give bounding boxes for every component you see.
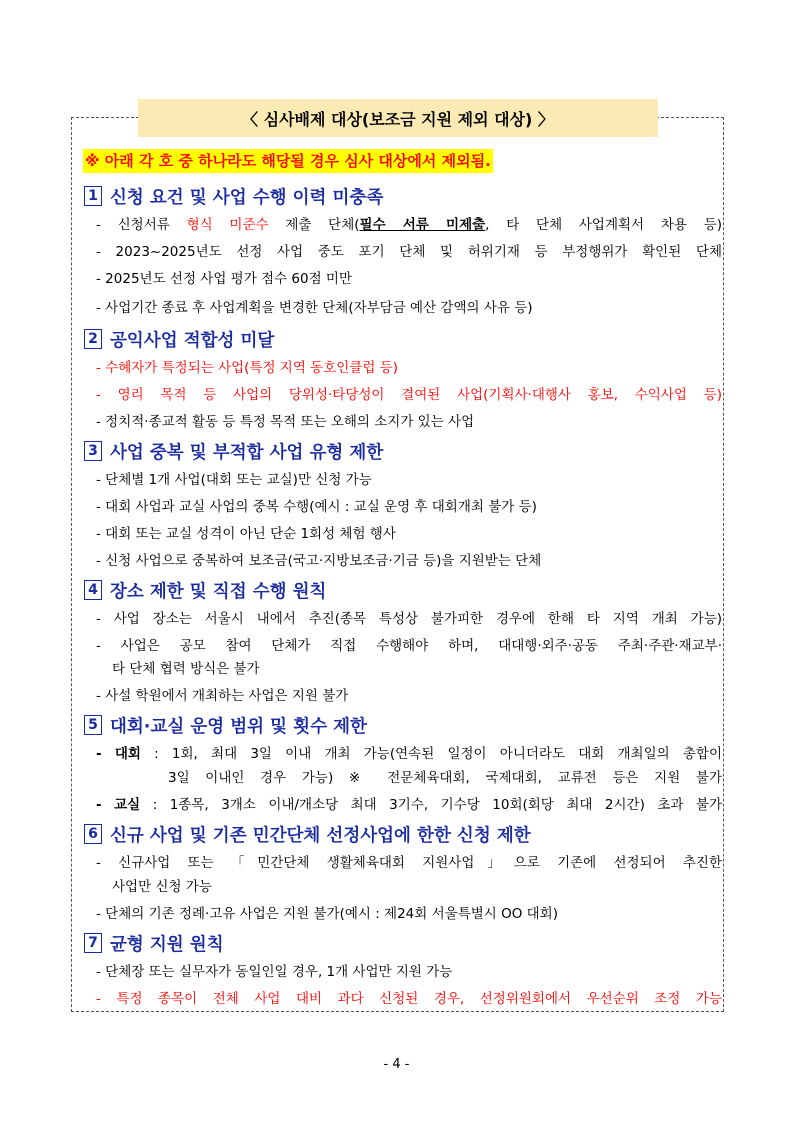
list-item: - 대회 또는 교실 성격이 아닌 단순 1회성 체험 행사 bbox=[96, 526, 396, 542]
section-3-heading bbox=[84, 439, 383, 463]
list-item: - 교실 : 1종목, 3개소 이내/개소당 최대 3기수, 기수당 10회(회당 최대 2시간) 초과 불가 bbox=[96, 797, 722, 813]
section-number: 1 bbox=[84, 186, 102, 206]
section-7-heading bbox=[84, 931, 224, 955]
list-item: - 단체의 기존 정례·고유 사업은 지원 불가(예시 : 제24회 서울특별시 OO 대회) bbox=[96, 906, 558, 922]
list-item: - 사업은 공모 참여 단체가 직접 수행해야 하며, 대대행·외주·공동 주최·주관·재교부· bbox=[96, 638, 723, 654]
list-item-continuation: 3일 이내인 경우 가능) ※ 전문체육대회, 국제대회, 교류전 등은 지원 불가 bbox=[168, 770, 722, 786]
list-item: - 2023~2025년도 선정 사업 중도 포기 단체 및 허위기재 등 부정행위가 확인된 단체 bbox=[96, 244, 722, 260]
list-item: - 대회 사업과 교실 사업의 중복 수행(예시 : 교실 운영 후 대회개최 불가 등) bbox=[96, 499, 537, 515]
page-title: 〈 심사배제 대상(보조금 지원 제외 대상) 〉 bbox=[138, 99, 658, 137]
list-item: - 정치적·종교적 활동 등 특정 목적 또는 오해의 소지가 있는 사업 bbox=[96, 414, 475, 430]
section-title: 공익사업 적합성 미달 bbox=[110, 330, 275, 351]
list-item: - 단체장 또는 실무자가 동일인일 경우, 1개 사업만 지원 가능 bbox=[96, 964, 453, 980]
section-6-heading bbox=[84, 822, 531, 846]
section-number: 5 bbox=[84, 715, 102, 735]
list-item: - 사업 장소는 서울시 내에서 추진(종목 특성상 불가피한 경우에 한해 타 지역 개최 가능) bbox=[96, 611, 723, 627]
list-item-continuation: 타 단체 협력 방식은 불가 bbox=[112, 661, 260, 677]
list-item: - 신청서류 형식 미준수 제출 단체(필수 서류 미제출, 타 단체 사업계획서 차용 등) bbox=[96, 217, 723, 233]
list-item: - 신규사업 또는 「민간단체 생활체육대회 지원사업」으로 기존에 선정되어 추진한 bbox=[96, 855, 722, 871]
section-title: 사업 중복 및 부적합 사업 유형 제한 bbox=[110, 442, 384, 463]
section-title: 균형 지원 원칙 bbox=[110, 934, 224, 955]
section-number: 6 bbox=[84, 824, 102, 844]
section-title: 신규 사업 및 기존 민간단체 선정사업에 한한 신청 제한 bbox=[110, 825, 531, 846]
section-title: 장소 제한 및 직접 수행 원칙 bbox=[110, 581, 327, 602]
section-number: 2 bbox=[84, 329, 102, 349]
section-number: 3 bbox=[84, 441, 102, 461]
list-item: - 대회 : 1회, 최대 3일 이내 개최 가능(연속된 일정이 아니더라도 대회 개최일의 총합이 bbox=[96, 746, 722, 762]
list-item: - 2025년도 선정 사업 평가 점수 60점 미만 bbox=[96, 271, 352, 287]
list-item: - 신청 사업으로 중복하여 보조금(국고·지방보조금·기금 등)을 지원받는 단체 bbox=[96, 553, 542, 569]
list-item: - 단체별 1개 사업(대회 또는 교실)만 신청 가능 bbox=[96, 472, 372, 488]
section-4-heading bbox=[84, 578, 326, 602]
section-number: 4 bbox=[84, 580, 102, 600]
page-number: - 4 - bbox=[383, 1057, 410, 1072]
section-number: 7 bbox=[84, 933, 102, 953]
list-item: - 특정 종목이 전체 사업 대비 과다 신청된 경우, 선정위원회에서 우선순위 조정 가능 bbox=[96, 991, 722, 1007]
section-2-heading bbox=[84, 327, 274, 351]
notice-text: ※ 아래 각 호 중 하나라도 해당될 경우 심사 대상에서 제외됨. bbox=[83, 149, 493, 173]
list-item-continuation: 사업만 신청 가능 bbox=[112, 879, 212, 895]
list-item: - 영리 목적 등 사업의 당위성·타당성이 결여된 사업(기획사·대행사 홍보, 수익사업 등) bbox=[96, 387, 722, 403]
section-title: 대회·교실 운영 범위 및 횟수 제한 bbox=[110, 716, 367, 737]
section-5-heading bbox=[84, 713, 367, 737]
list-item: - 사업기간 종료 후 사업계획을 변경한 단체(자부담금 예산 감액의 사유 등) bbox=[96, 300, 533, 316]
list-item: - 수혜자가 특정되는 사업(특정 지역 동호인클럽 등) bbox=[96, 360, 398, 376]
section-1-heading bbox=[84, 184, 383, 208]
section-title: 신청 요건 및 사업 수행 이력 미충족 bbox=[110, 187, 384, 208]
list-item: - 사설 학원에서 개최하는 사업은 지원 불가 bbox=[96, 688, 349, 704]
